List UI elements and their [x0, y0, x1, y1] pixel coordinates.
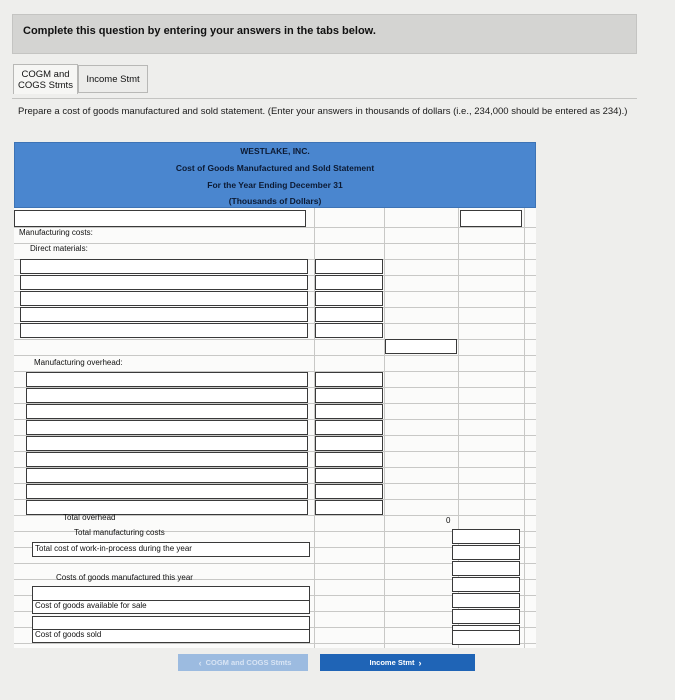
label-manufacturing-costs: Manufacturing costs:	[19, 228, 93, 237]
prev-tab-label: COGM and COGS Stmts	[205, 658, 292, 667]
label-total-overhead: Total overhead	[63, 513, 116, 522]
dm-amount-input[interactable]	[315, 323, 383, 338]
dm-amount-input[interactable]	[315, 275, 383, 290]
dm-label-input[interactable]	[20, 259, 308, 274]
cogas-amount-input[interactable]	[452, 609, 520, 624]
dm-label-input[interactable]	[20, 323, 308, 338]
chevron-right-icon: ›	[418, 657, 422, 668]
statement-period: For the Year Ending December 31	[207, 180, 343, 190]
oh-amount-input[interactable]	[315, 372, 383, 387]
label-total-manufacturing-costs: Total manufacturing costs	[74, 528, 165, 537]
tab-income-stmt[interactable]	[78, 65, 148, 93]
chevron-left-icon: ‹	[198, 657, 202, 668]
oh-amount-input[interactable]	[315, 468, 383, 483]
statement-grid	[14, 208, 536, 648]
cogm-amount-input[interactable]	[452, 577, 520, 592]
oh-amount-input[interactable]	[315, 500, 383, 515]
cogs-amount-input[interactable]	[452, 630, 520, 645]
total-overhead-value: 0	[446, 516, 451, 525]
prompt-text: Prepare a cost of goods manufactured and sold statement. (Enter your answers in thousands of dollars (i.e., 234,000 should be entered as 234).)	[18, 106, 628, 117]
oh-amount-input[interactable]	[315, 388, 383, 403]
label-cogm: Costs of goods manufactured this year	[56, 573, 193, 582]
grid-column-line	[384, 208, 385, 648]
fg-label-input[interactable]	[32, 586, 310, 601]
prev-tab-button[interactable]	[178, 654, 308, 671]
next-tab-button[interactable]	[320, 654, 475, 671]
label-cogs: Cost of goods sold	[35, 630, 102, 639]
grid-column-line	[524, 208, 525, 648]
tab-label: Income Stmt	[86, 73, 140, 85]
oh-label-input[interactable]	[26, 436, 308, 451]
oh-amount-input[interactable]	[315, 420, 383, 435]
oh-label-input[interactable]	[26, 372, 308, 387]
statement-units: (Thousands of Dollars)	[228, 196, 322, 206]
instructions-bar	[12, 14, 637, 54]
top-row-label-input[interactable]	[14, 210, 306, 227]
oh-label-input[interactable]	[26, 484, 308, 499]
next-tab-label: Income Stmt	[369, 658, 415, 667]
tab-label-line1: COGM and	[21, 68, 70, 80]
oh-label-input[interactable]	[26, 452, 308, 467]
wip-ending-input[interactable]	[452, 561, 520, 576]
tab-label-line2: COGS Stmts	[18, 79, 73, 91]
dm-amount-input[interactable]	[315, 259, 383, 274]
oh-label-input[interactable]	[26, 420, 308, 435]
oh-label-input[interactable]	[26, 468, 308, 483]
instructions-text: Complete this question by entering your answers in the tabs below.	[23, 25, 376, 37]
oh-amount-input[interactable]	[315, 436, 383, 451]
oh-label-input[interactable]	[26, 388, 308, 403]
oh-label-input[interactable]	[26, 404, 308, 419]
oh-amount-input[interactable]	[315, 452, 383, 467]
dm-label-input[interactable]	[20, 291, 308, 306]
dm-label-input[interactable]	[20, 275, 308, 290]
label-cogas: Cost of goods available for sale	[35, 601, 147, 610]
tab-cogm-cogs-stmts[interactable]	[13, 64, 78, 94]
fg-amount-input[interactable]	[452, 593, 520, 608]
divider	[12, 98, 637, 99]
company-name: WESTLAKE, INC.	[240, 146, 310, 156]
dm-label-input[interactable]	[20, 307, 308, 322]
oh-amount-input[interactable]	[315, 404, 383, 419]
top-row-amount-input[interactable]	[460, 210, 522, 227]
dm-total-input[interactable]	[385, 339, 457, 354]
label-manufacturing-overhead: Manufacturing overhead:	[34, 358, 123, 367]
statement-header	[14, 142, 536, 208]
total-manufacturing-costs-input[interactable]	[452, 529, 520, 544]
label-direct-materials: Direct materials:	[30, 244, 88, 253]
dm-amount-input[interactable]	[315, 291, 383, 306]
wip-amount-input[interactable]	[452, 545, 520, 560]
dm-amount-input[interactable]	[315, 307, 383, 322]
label-total-cost-wip: Total cost of work-in-process during the year	[35, 544, 192, 553]
statement-title: Cost of Goods Manufactured and Sold Statement	[175, 163, 375, 173]
oh-amount-input[interactable]	[315, 484, 383, 499]
